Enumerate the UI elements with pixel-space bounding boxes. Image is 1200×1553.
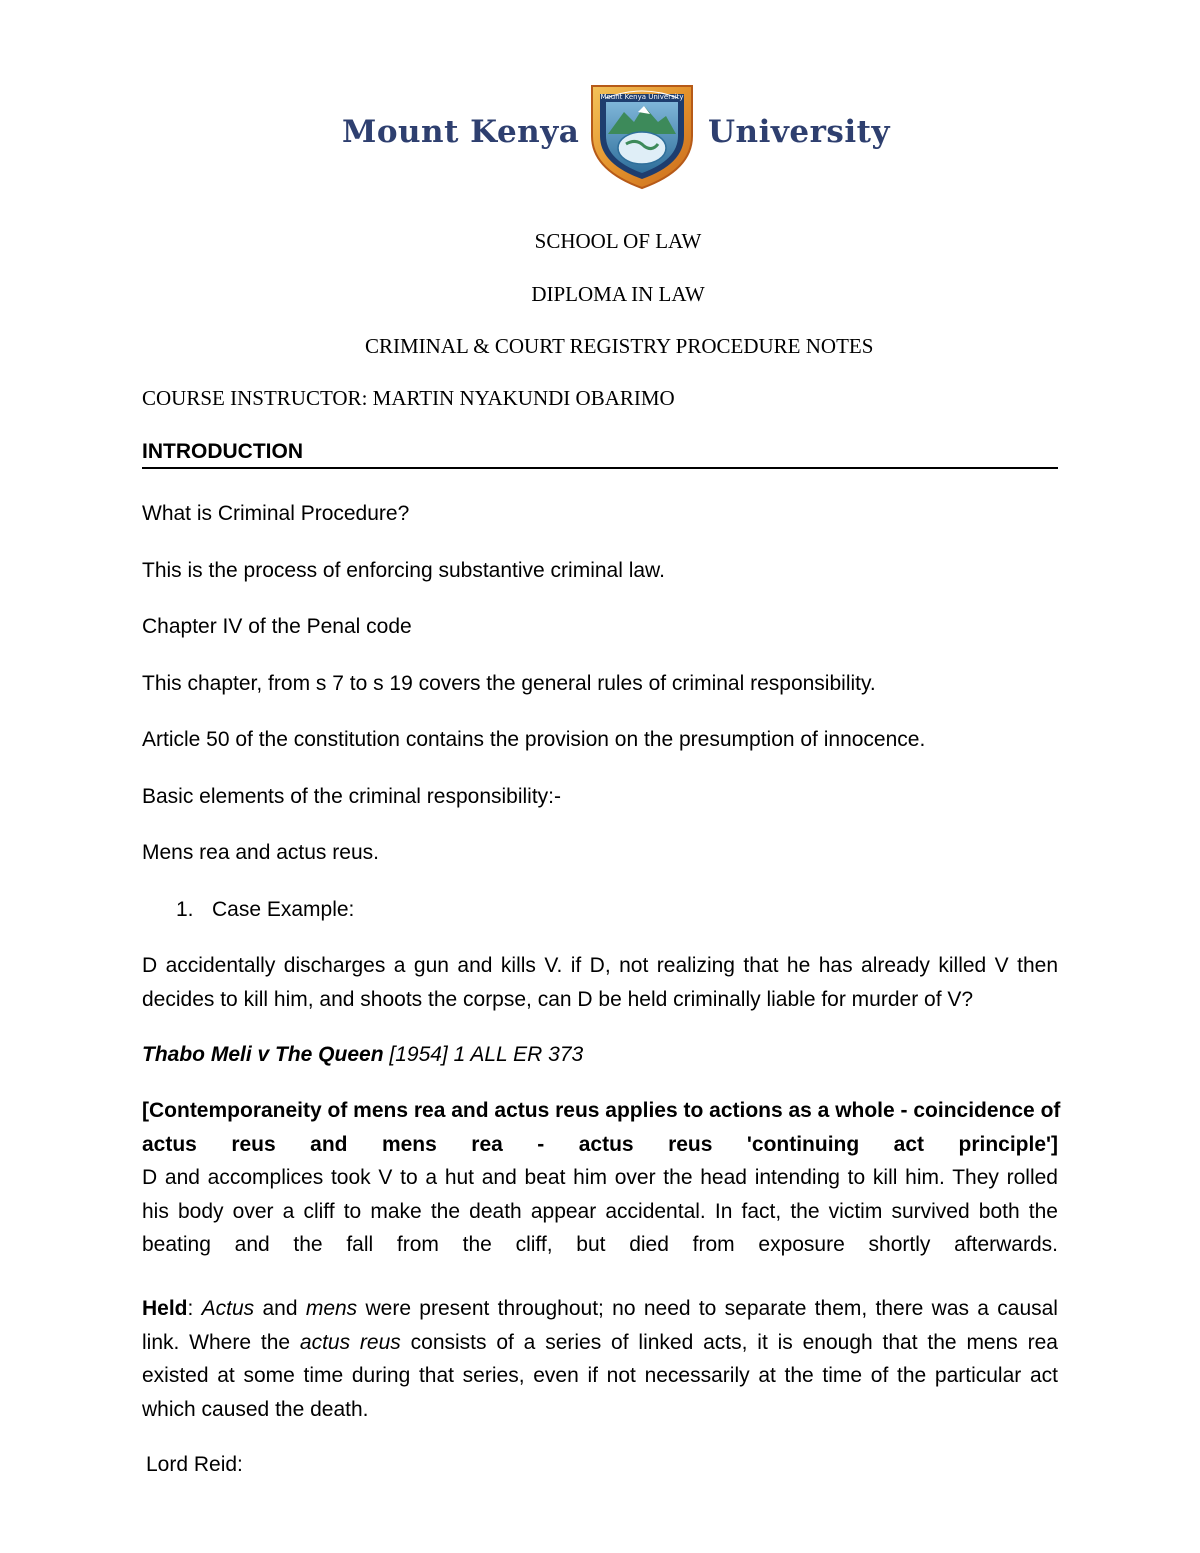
case-citation [142,1038,1058,1072]
held-and: and [254,1297,306,1320]
case-example-line: decides to kill him, and shoots the corpse, can D be held criminally liable for murder of V? [142,987,974,1011]
case-example-paragraph [142,949,1058,1016]
held-line: existed at some time during that series, even if not necessarily at the time of the particular act [142,1364,1058,1387]
held-line [142,1326,1058,1360]
case-example-line: D accidentally discharges a gun and kills V. if D, not realizing that he has already killed V then [142,954,1058,977]
chapter-description: This chapter, from s 7 to s 19 covers the general rules of criminal responsibility. [142,672,876,695]
held-line2-a: link. Where the [142,1330,300,1354]
held-actus: Actus [201,1297,255,1320]
instructor-line: COURSE INSTRUCTOR: MARTIN NYAKUNDI OBARIMO [142,386,675,410]
principle-paragraph [142,1094,1061,1262]
case-report: 1 ALL ER 373 [453,1043,584,1066]
heading-underline [142,467,1058,469]
article-line: Article 50 of the constitution contains the provision on the presumption of innocence. [142,728,926,751]
school-title: SCHOOL OF LAW [534,229,702,253]
case-year: [1954] [389,1043,448,1066]
held-mens: mens [305,1297,358,1320]
university-crest-icon [586,78,698,190]
held-line: which caused the death. [142,1397,369,1421]
mens-actus-line: Mens rea and actus reus. [142,841,379,864]
question-line: What is Criminal Procedure? [142,502,410,525]
chapter-line: Chapter IV of the Penal code [142,615,412,638]
held-actus-reus: actus reus [299,1330,401,1354]
principle-line: [Contemporaneity of mens rea and actus reus applies to actions as a whole - coincidence of [142,1099,1061,1122]
university-logo [0,78,1200,190]
held-line2-b: consists of a series of linked acts, it is enough that the mens rea [400,1330,1058,1354]
list-number: 1. [176,898,194,921]
course-title: CRIMINAL & COURT REGISTRY PROCEDURE NOTES [365,334,874,358]
facts-line: his body over a cliff to make the death appear accidental. In fact, the victim survived both the [142,1199,1058,1223]
held-paragraph [142,1292,1058,1426]
crest-text: Mount Kenya University [600,93,684,101]
elements-line: Basic elements of the criminal responsibility:- [142,785,561,808]
principle-line: actus reus and mens rea - actus reus 'continuing act principle'] [142,1132,1058,1156]
facts-line: beating and the fall from the cliff, but died from exposure shortly afterwards. [142,1233,1058,1256]
introduction-heading: INTRODUCTION [142,440,303,463]
definition-line: This is the process of enforcing substantive criminal law. [142,559,665,582]
list-item [176,898,354,922]
program-title: DIPLOMA IN LAW [531,282,705,306]
lord-reid-label: Lord Reid: [146,1453,243,1476]
case-name: Thabo Meli v The Queen [142,1043,384,1066]
logo-text-left: Mount Kenya [342,114,580,150]
list-label: Case Example: [212,898,355,921]
held-label: Held [142,1297,188,1320]
logo-text-right: University [708,114,890,150]
held-colon: : [187,1297,194,1320]
held-line [142,1292,1058,1326]
facts-line: D and accomplices took V to a hut and beat him over the head intending to kill him. They rolled [142,1166,1058,1189]
held-rest: were present throughout; no need to separate them, there was a causal [357,1297,1058,1320]
